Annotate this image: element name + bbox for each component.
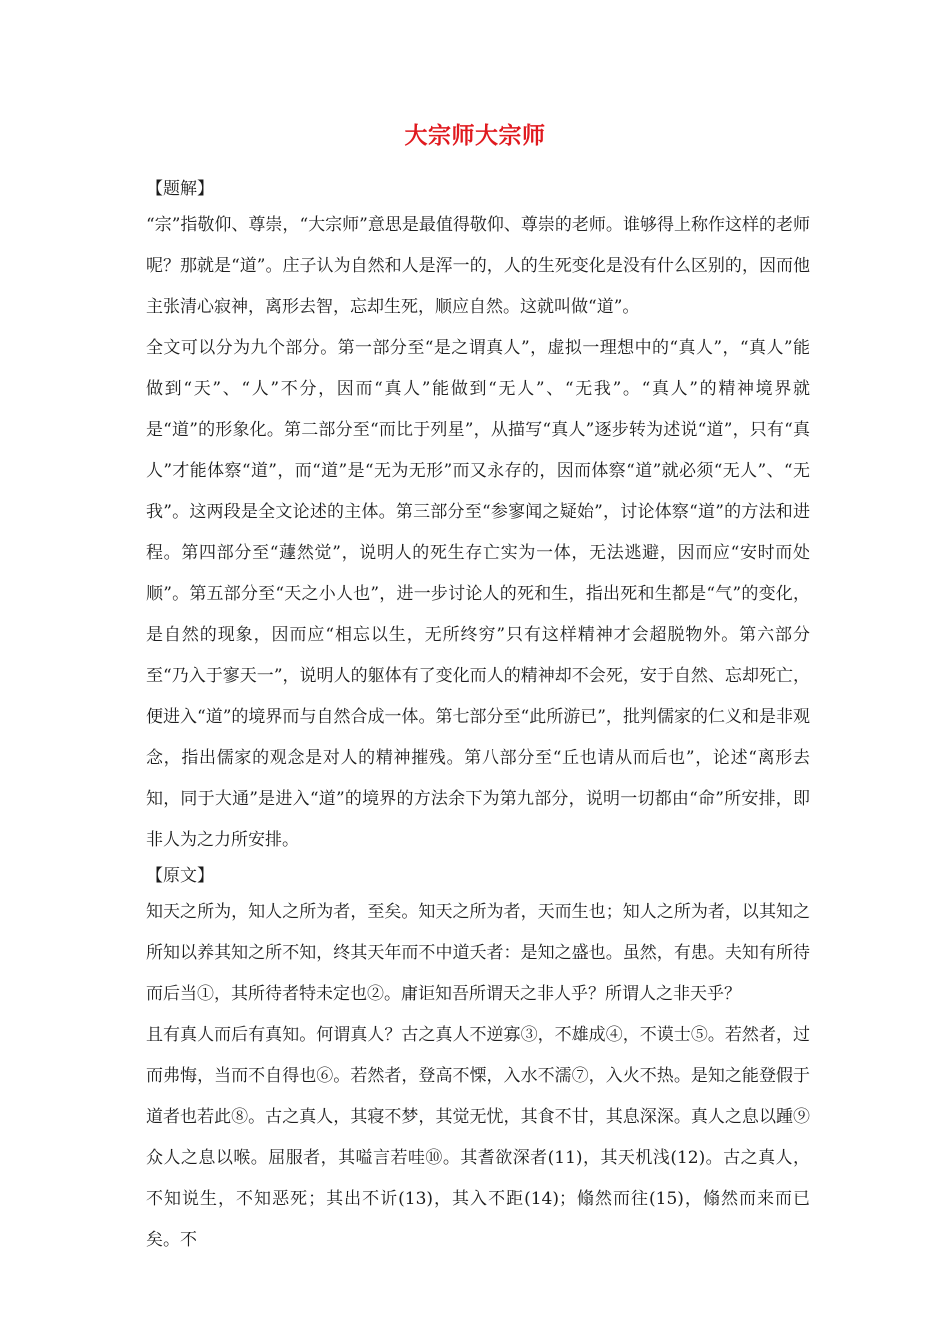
document-body <box>146 174 810 1261</box>
page-title: 大宗师大宗师 <box>404 123 546 149</box>
paragraph: “宗”指敬仰、尊崇，“大宗师”意思是最值得敬仰、尊崇的老师。谁够得上称作这样的老师呢？那就是“道”。庄子认为自然和人是浑一的，人的生死变化是没有什么区别的，因而他主张清心寂神，离形去智，忘却生死，顺应自然。这就叫做“道”。 <box>146 215 810 317</box>
paragraph: 全文可以分为九个部分。第一部分至“是之谓真人”，虚拟一理想中的“真人”，“真人”能做到“天”、“人”不分，因而“真人”能做到“无人”、“无我”。“真人”的精神境界就是“道”的形象化。第二部分至“而比于列星”，从描写“真人”逐步转为述说“道”，只有“真人”才能体察“道”，而“道”是“无为无形”而又永存的，因而体察“道”就必须“无人”、“无我”。这两段是全文论述的主体。第三部分至“参寥闻之疑始”，讨论体察“道”的方法和进程。第四部分至“蘧然觉”，说明人的死生存亡实为一体，无法逃避，因而应“安时而处顺”。第五部分至“天之小人也”，进一步讨论人的死和生，指出死和生都是“气”的变化，是自然的现象，因而应“相忘以生，无所终穷”只有这样精神才会超脱物外。第六部分至“乃入于寥天一”，说明人的躯体有了变化而人的精神却不会死，安于自然、忘却死亡，便进入“道”的境界而与自然合成一体。第七部分至“此所游已”，批判儒家的仁义和是非观念，指出儒家的观念是对人的精神摧残。第八部分至“丘也请从而后也”，论述“离形去知，同于大通”是进入“道”的境界的方法余下为第九部分，说明一切都由“命”所安排，即非人为之力所安排。 <box>146 338 810 850</box>
paragraph: 且有真人而后有真知。何谓真人？古之真人不逆寡③，不雄成④，不谟士⑤。若然者，过而弗悔，当而不自得也⑥。若然者，登高不慄，入水不濡⑦，入火不热。是知之能登假于道者也若此⑧。古之真人，其寝不梦，其觉无忧，其食不甘，其息深深。真人之息以踵⑨众人之息以喉。屈服者，其嗌言若哇⑩。其耆欲深者(11)，其天机浅(12)。古之真人，不知说生，不知恶死；其出不䜣(13)，其入不距(14)；翛然而往(15)，翛然而来而已矣。不 <box>146 1025 810 1250</box>
paragraph: 知天之所为，知人之所为者，至矣。知天之所为者，天而生也；知人之所为者，以其知之所知以养其知之所不知，终其天年而不中道夭者：是知之盛也。虽然，有患。夫知有所待而后当①，其所待者特未定也②。庸讵知吾所谓天之非人乎？所谓人之非天乎？ <box>146 902 810 1004</box>
section-heading-yuanwen: 【原文】 <box>146 866 214 886</box>
section-heading-tijie: 【题解】 <box>146 179 214 199</box>
